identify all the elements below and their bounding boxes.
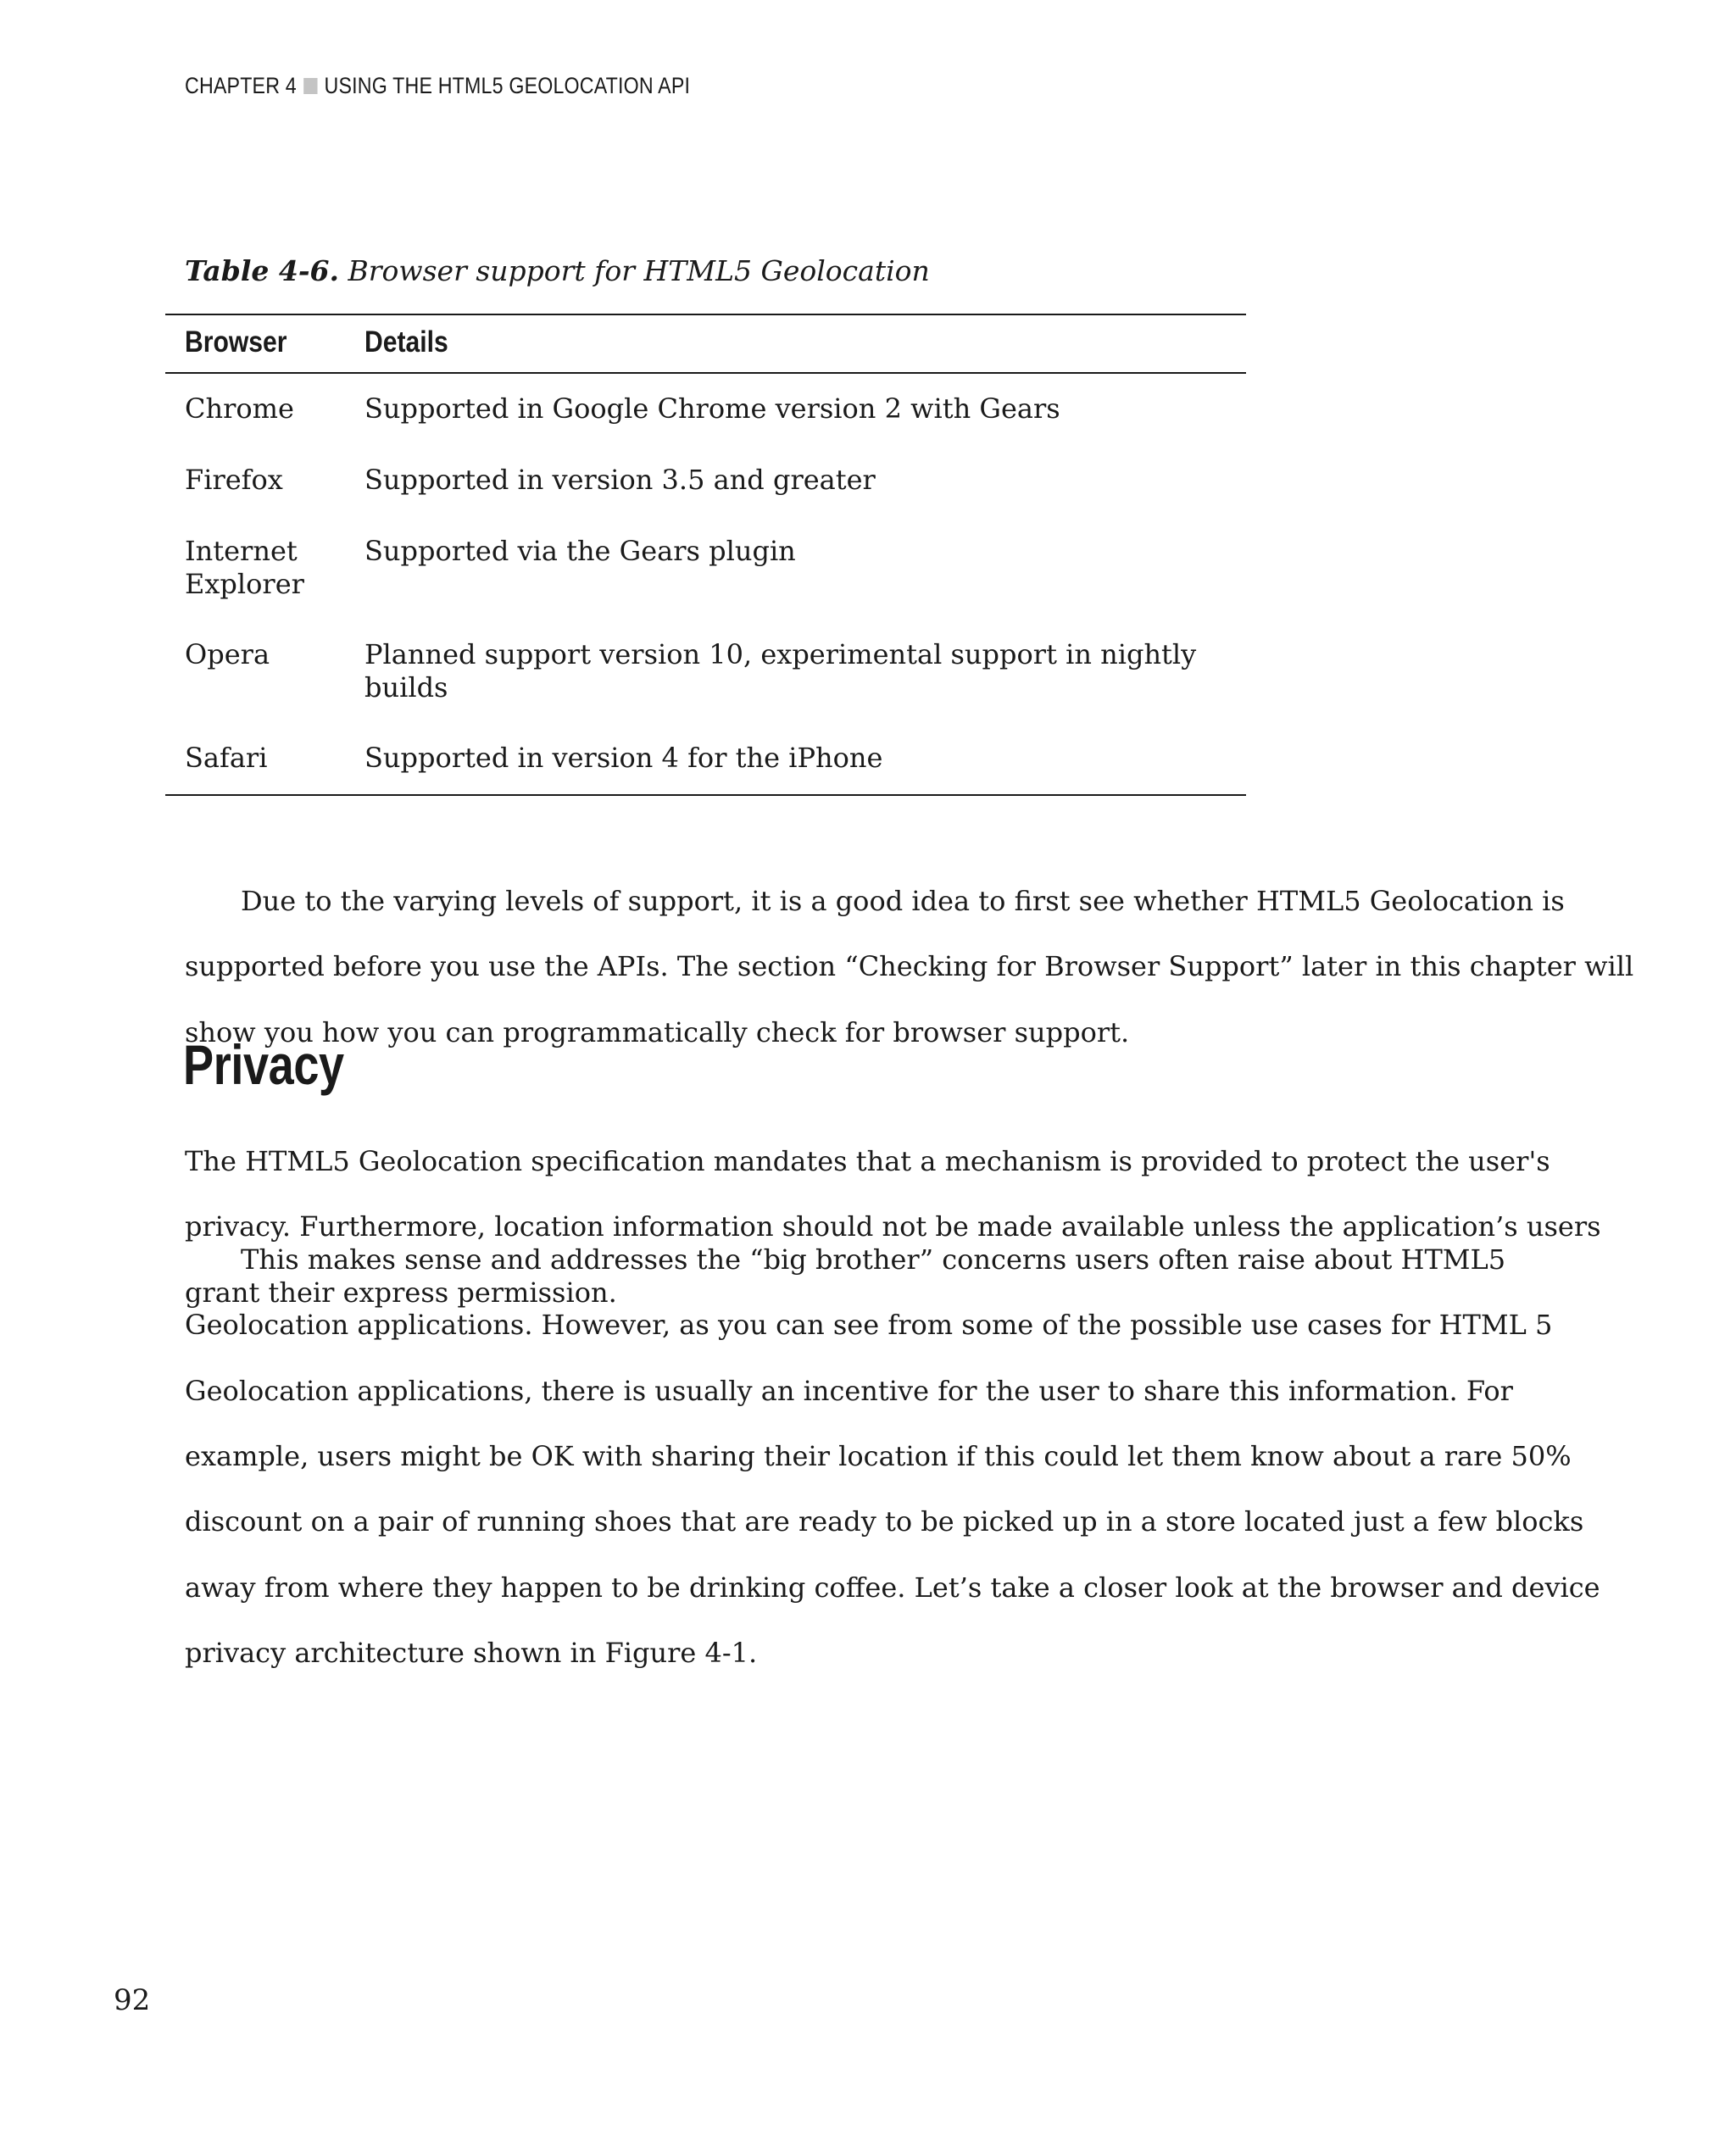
table-cell-details — [364, 535, 1178, 568]
cell-line: builds — [364, 671, 448, 703]
chapter-title: USING THE HTML5 GEOLOCATION API — [324, 73, 691, 98]
table-header-rule — [165, 372, 1246, 374]
paragraph-line: Geolocation applications. However, as you can see from some of the possible use cases for HTML 5 — [185, 1309, 1553, 1342]
table-caption-label: Table 4-6. — [185, 254, 339, 287]
paragraph-line: supported before you use the APIs. The section “Checking for Browser Support” later in this chapter will — [185, 950, 1634, 983]
table-cell-details — [364, 464, 1178, 497]
paragraph-line: example, users might be OK with sharing their location if this could let them know about a rare 50% — [185, 1439, 1572, 1472]
paragraph-line: discount on a pair of running shoes that are ready to be picked up in a store located just a few blocks — [185, 1505, 1584, 1538]
cell-line: Chrome — [185, 392, 294, 425]
paragraph-line: grant their express permission. — [185, 1276, 617, 1309]
section-heading: Privacy — [183, 1033, 344, 1096]
cell-line: Internet — [185, 535, 298, 567]
cell-line: Opera — [185, 638, 270, 670]
table-cell-browser — [185, 535, 329, 601]
table-cell-details — [364, 392, 1178, 425]
cell-line: Safari — [185, 742, 268, 774]
table-cell-details — [364, 638, 1197, 704]
cell-line: Supported in Google Chrome version 2 with Gears — [364, 392, 1060, 425]
paragraph-line: This makes sense and addresses the “big brother” concerns users often raise about HTML5 — [241, 1243, 1506, 1276]
running-header — [185, 73, 690, 99]
paragraph-line: Due to the varying levels of support, it is a good idea to first see whether HTML5 Geolocation is — [241, 884, 1565, 917]
paragraph-line: Geolocation applications, there is usually an incentive for the user to share this information. For — [185, 1374, 1513, 1407]
table-bottom-rule — [165, 794, 1246, 796]
table-caption — [185, 254, 930, 287]
table-header-browser: Browser — [185, 325, 287, 359]
page-number: 92 — [114, 1983, 151, 2017]
cell-line: Supported in version 3.5 and greater — [364, 464, 876, 496]
table-cell-details — [364, 742, 1178, 775]
table-cell-browser — [185, 742, 329, 775]
body-paragraph — [185, 1210, 1601, 1703]
cell-line: Firefox — [185, 464, 283, 496]
cell-line: Supported via the Gears plugin — [364, 535, 796, 567]
table-cell-browser — [185, 638, 329, 671]
paragraph-line: The HTML5 Geolocation specification mandates that a mechanism is provided to protect the user's — [185, 1144, 1550, 1177]
paragraph-line: privacy architecture shown in Figure 4-1. — [185, 1637, 758, 1670]
paragraph-line: away from where they happen to be drinking coffee. Let’s take a closer look at the browser and device — [185, 1571, 1600, 1604]
chapter-label: CHAPTER 4 — [185, 73, 297, 98]
table-header-details: Details — [364, 325, 448, 359]
table-top-rule — [165, 314, 1246, 315]
cell-line: Planned support version 10, experimental support in nightly — [364, 638, 1197, 670]
cell-line: Supported in version 4 for the iPhone — [364, 742, 883, 774]
table-cell-browser — [185, 392, 329, 425]
body-paragraph — [185, 852, 1634, 1082]
paragraph-line: show you how you can programmatically check for browser support. — [185, 1015, 1130, 1048]
table-caption-text: Browser support for HTML5 Geolocation — [338, 254, 930, 287]
cell-line: Explorer — [185, 568, 304, 600]
table-cell-browser — [185, 464, 329, 497]
paragraph-line: privacy. Furthermore, location information should not be made available unless the application’s users — [185, 1210, 1601, 1243]
separator-square-icon — [303, 78, 317, 94]
